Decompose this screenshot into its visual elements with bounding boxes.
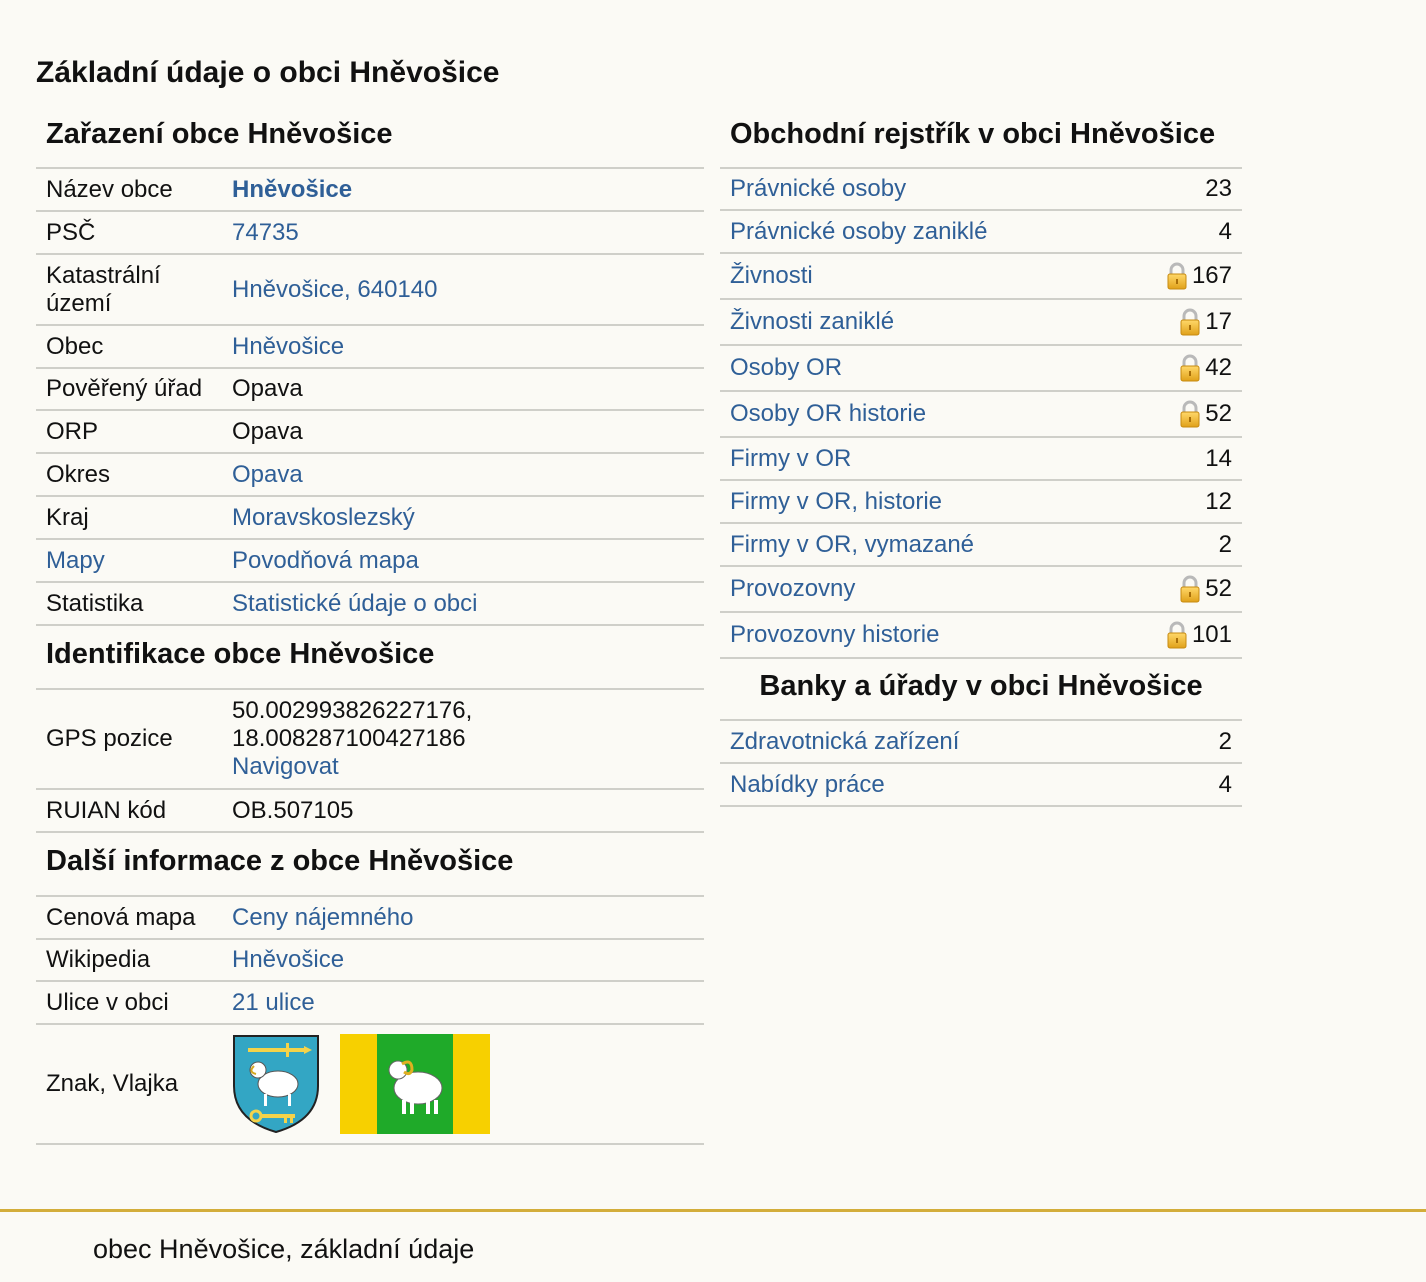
registry-link-firmy-v-or-vymazane[interactable]: Firmy v OR, vymazané bbox=[730, 530, 975, 558]
postal-code-link[interactable]: 74735 bbox=[232, 218, 299, 246]
registry-count-value: 52 bbox=[1205, 400, 1232, 427]
registry-row[interactable] bbox=[720, 346, 1242, 392]
flag-icon[interactable] bbox=[340, 1034, 490, 1134]
flood-map-link[interactable]: Povodňová mapa bbox=[232, 546, 419, 574]
padlock-icon bbox=[1166, 621, 1188, 649]
registry-link-firmy-v-or-historie[interactable]: Firmy v OR, historie bbox=[730, 487, 943, 515]
registry-count: 2 bbox=[1218, 530, 1232, 558]
row-label: Katastrální území bbox=[46, 261, 161, 317]
registry-link-pravnicke-osoby[interactable]: Právnické osoby bbox=[730, 175, 907, 202]
row-label: ORP bbox=[46, 417, 99, 445]
row-cenova-mapa bbox=[36, 897, 704, 940]
row-nazev-obce bbox=[36, 169, 704, 212]
registry-count-value: 52 bbox=[1205, 575, 1232, 602]
row-label: Znak, Vlajka bbox=[46, 1070, 179, 1097]
row-label: Pověřený úřad bbox=[46, 375, 203, 402]
registry-count: 14 bbox=[1205, 444, 1232, 472]
registry-count: 4 bbox=[1218, 770, 1232, 798]
padlock-icon bbox=[1179, 400, 1201, 428]
registry-link-osoby-or[interactable]: Osoby OR bbox=[730, 354, 843, 381]
registry-row[interactable] bbox=[720, 567, 1242, 613]
municipality-link[interactable]: Hněvošice bbox=[232, 332, 345, 360]
registry-row[interactable] bbox=[720, 169, 1242, 211]
section-title-rejstrik: Obchodní rejstřík v obci Hněvošice bbox=[720, 110, 1242, 169]
rent-prices-link[interactable]: Ceny nájemného bbox=[232, 903, 414, 931]
registry-row[interactable] bbox=[720, 721, 1242, 764]
district-link[interactable]: Opava bbox=[232, 460, 303, 488]
row-label: GPS pozice bbox=[46, 725, 173, 752]
row-gps bbox=[36, 690, 704, 790]
registry-link-provozovny[interactable]: Provozovny bbox=[730, 575, 856, 602]
row-label: RUIAN kód bbox=[46, 796, 167, 824]
registry-row[interactable] bbox=[720, 613, 1242, 659]
registry-row[interactable] bbox=[720, 481, 1242, 524]
registry-count: 12 bbox=[1205, 487, 1232, 515]
registry-link-pravnicke-osoby-zanikle[interactable]: Právnické osoby zaniklé bbox=[730, 217, 988, 245]
registry-row[interactable] bbox=[720, 300, 1242, 346]
cadastral-area-link[interactable]: Hněvošice, 640140 bbox=[232, 275, 438, 303]
registry-count-value: 101 bbox=[1191, 621, 1232, 648]
padlock-icon bbox=[1179, 354, 1201, 382]
registry-row[interactable] bbox=[720, 764, 1242, 807]
row-label: Okres bbox=[46, 460, 111, 488]
row-label: Ulice v obci bbox=[46, 988, 169, 1016]
padlock-icon bbox=[1166, 262, 1188, 290]
row-statistika bbox=[36, 583, 704, 626]
emblems bbox=[232, 1034, 704, 1134]
row-label: Statistika bbox=[46, 589, 144, 617]
coat-of-arms-icon[interactable] bbox=[232, 1034, 320, 1134]
row-wikipedia bbox=[36, 940, 704, 982]
gps-longitude: 18.008287100427186 bbox=[232, 725, 466, 752]
registry-link-osoby-or-historie[interactable]: Osoby OR historie bbox=[730, 400, 927, 427]
right-column bbox=[720, 110, 1242, 807]
wikipedia-link[interactable]: Hněvošice bbox=[232, 946, 345, 973]
registry-link-firmy-v-or[interactable]: Firmy v OR bbox=[730, 444, 852, 472]
padlock-icon bbox=[1179, 575, 1201, 603]
region-link[interactable]: Moravskoslezský bbox=[232, 503, 415, 531]
section-title-zarazeni: Zařazení obce Hněvošice bbox=[36, 110, 704, 169]
footer-divider bbox=[0, 1209, 1426, 1212]
row-label: Cenová mapa bbox=[46, 903, 196, 931]
registry-row[interactable] bbox=[720, 211, 1242, 254]
registry-count: 2 bbox=[1218, 727, 1232, 755]
row-ruian bbox=[36, 790, 704, 833]
footer-text: obec Hněvošice, základní údaje bbox=[93, 1234, 475, 1264]
padlock-icon bbox=[1179, 308, 1201, 336]
row-label: Kraj bbox=[46, 503, 89, 531]
row-znak-vlajka bbox=[36, 1025, 704, 1145]
registry-count bbox=[1166, 262, 1232, 290]
registry-link-provozovny-historie[interactable]: Provozovny historie bbox=[730, 621, 940, 648]
page-title: Základní údaje o obci Hněvošice bbox=[36, 56, 500, 89]
registry-row[interactable] bbox=[720, 254, 1242, 300]
row-label: Wikipedia bbox=[46, 946, 151, 973]
municipality-name-link[interactable]: Hněvošice bbox=[232, 175, 353, 203]
registry-count-value: 42 bbox=[1205, 354, 1232, 381]
row-label: Název obce bbox=[46, 175, 173, 203]
navigate-link[interactable]: Navigovat bbox=[232, 753, 339, 780]
section-title-dalsi: Další informace z obce Hněvošice bbox=[36, 833, 704, 897]
row-mapy bbox=[36, 540, 704, 583]
row-kraj bbox=[36, 497, 704, 540]
streets-link[interactable]: 21 ulice bbox=[232, 988, 315, 1016]
row-orp bbox=[36, 411, 704, 454]
gps-value bbox=[232, 697, 704, 781]
row-ulice bbox=[36, 982, 704, 1025]
healthcare-facilities-link[interactable]: Zdravotnická zařízení bbox=[730, 727, 960, 755]
registry-count bbox=[1166, 621, 1232, 649]
registry-count bbox=[1179, 575, 1232, 603]
row-psc bbox=[36, 212, 704, 255]
ruian-value: OB.507105 bbox=[232, 796, 354, 824]
row-povereny-urad bbox=[36, 369, 704, 411]
orp-value: Opava bbox=[232, 417, 303, 445]
registry-count bbox=[1179, 354, 1232, 382]
left-column bbox=[36, 110, 704, 1145]
row-obec bbox=[36, 326, 704, 369]
registry-link-zivnosti[interactable]: Živnosti bbox=[730, 262, 813, 289]
registry-count bbox=[1179, 308, 1232, 336]
registry-count: 4 bbox=[1218, 217, 1232, 245]
gps-latitude: 50.002993826227176, bbox=[232, 697, 473, 724]
registry-count-value: 17 bbox=[1205, 308, 1232, 335]
registry-count: 23 bbox=[1205, 175, 1232, 202]
authorized-office-value: Opava bbox=[232, 375, 303, 402]
row-katastralni-uzemi bbox=[36, 255, 704, 326]
registry-count bbox=[1179, 400, 1232, 428]
section-title-identifikace: Identifikace obce Hněvošice bbox=[36, 626, 704, 690]
job-offers-link[interactable]: Nabídky práce bbox=[730, 770, 885, 798]
statistics-link[interactable]: Statistické údaje o obci bbox=[232, 589, 478, 617]
row-label: PSČ bbox=[46, 218, 96, 246]
registry-count-value: 167 bbox=[1191, 262, 1232, 289]
registry-row[interactable] bbox=[720, 438, 1242, 481]
registry-row[interactable] bbox=[720, 524, 1242, 567]
section-title-banky: Banky a úřady v obci Hněvošice bbox=[720, 659, 1242, 721]
row-label: Obec bbox=[46, 332, 104, 360]
row-okres bbox=[36, 454, 704, 497]
registry-link-zivnosti-zanikle[interactable]: Živnosti zaniklé bbox=[730, 308, 895, 335]
registry-row[interactable] bbox=[720, 392, 1242, 438]
maps-link[interactable]: Mapy bbox=[46, 546, 105, 574]
